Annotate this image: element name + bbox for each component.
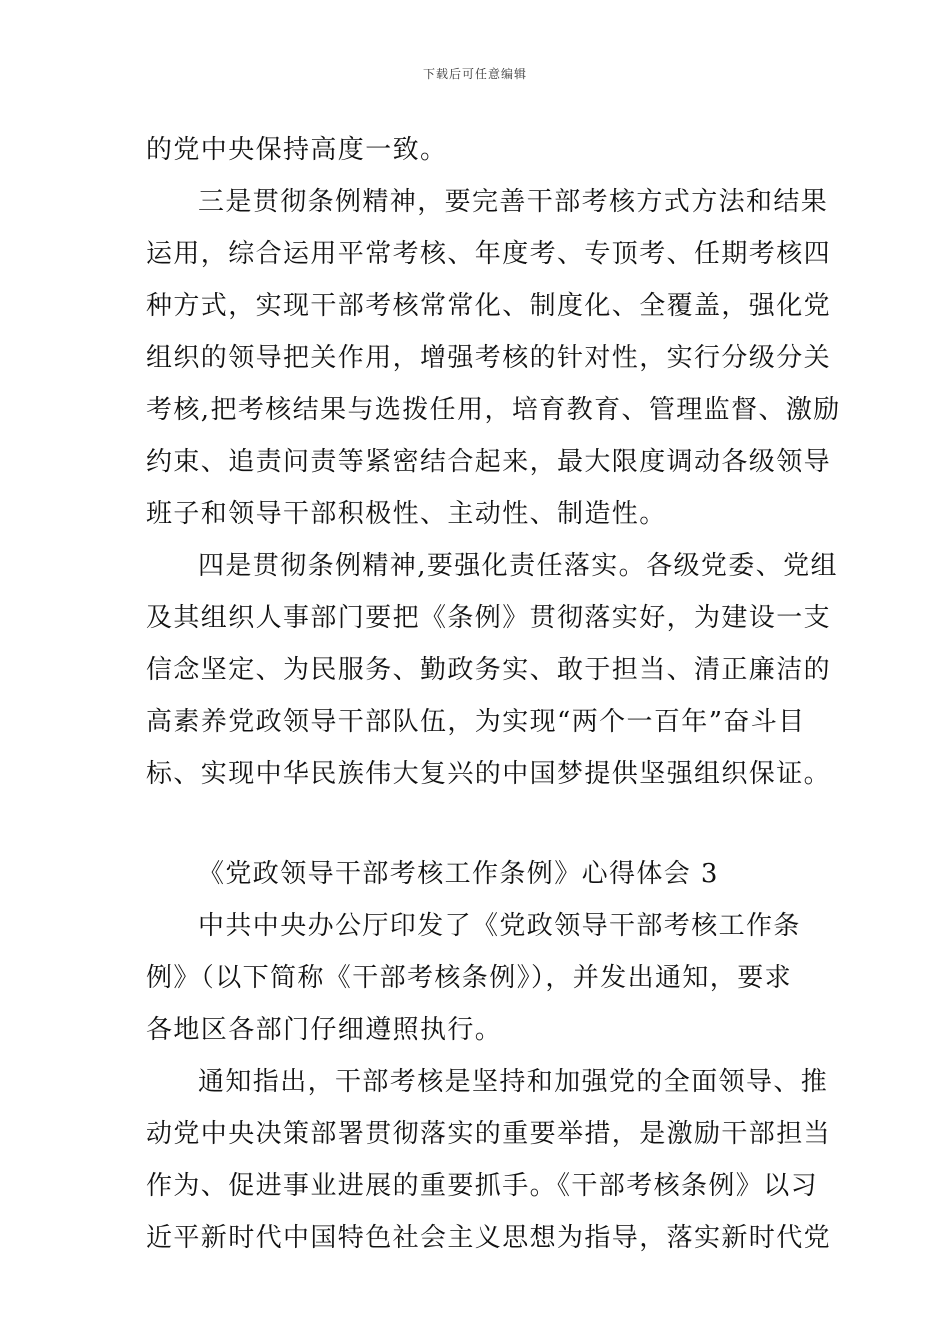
paragraph-line: 高素养党政领导干部队伍，为实现“两个一百年”奋斗目 bbox=[146, 707, 806, 737]
paragraph-line: 组织的领导把关作用，增强考核的针对性，实行分级分关 bbox=[146, 343, 832, 373]
paragraph-line: 中共中央办公厅印发了《党政领导干部考核工作条 bbox=[198, 911, 801, 941]
section-subtitle: 《党政领导干部考核工作条例》心得体会 3 bbox=[198, 859, 719, 889]
header-note: 下载后可任意编辑 bbox=[422, 67, 527, 81]
paragraph-line: 动党中央决策部署贯彻落实的重要举措，是激励干部担当 bbox=[146, 1119, 832, 1149]
paragraph-line: 例》（以下简称《干部考核条例》），并发出通知，要求 bbox=[146, 963, 793, 993]
paragraph-line: 三是贯彻条例精神，要完善干部考核方式方法和结果 bbox=[198, 187, 829, 217]
paragraph-line: 约束、追责问责等紧密结合起来，最大限度调动各级领导 bbox=[146, 447, 832, 477]
paragraph-line: 近平新时代中国特色社会主义思想为指导，落实新时代党 bbox=[146, 1223, 832, 1253]
document-body bbox=[146, 124, 841, 1264]
paragraph-line: 种方式，实现干部考核常常化、制度化、全覆盖，强化党 bbox=[146, 291, 832, 321]
section-gap bbox=[146, 800, 810, 848]
paragraph-line: 标、实现中华民族伟大复兴的中国梦提供坚强组织保证。 bbox=[146, 759, 832, 789]
paragraph-line: 四是贯彻条例精神,要强化责任落实。各级党委、党组 bbox=[198, 551, 838, 581]
paragraph-line: 的党中央保持高度一致。 bbox=[146, 135, 448, 165]
paragraph-line: 及其组织人事部门要把《条例》贯彻落实好，为建设一支 bbox=[146, 603, 832, 633]
paragraph-line: 各地区各部门仔细遵照执行。 bbox=[146, 1015, 503, 1045]
paragraph-line: 信念坚定、为民服务、勤政务实、敢于担当、清正廉洁的 bbox=[146, 655, 832, 685]
paragraph-line: 考核,把考核结果与选拨任用，培育教育、管理监督、激励 bbox=[146, 395, 841, 425]
paragraph-line: 运用，综合运用平常考核、年度考、专顶考、任期考核四 bbox=[146, 239, 832, 269]
paragraph-line: 通知指出，干部考核是坚持和加强党的全面领导、推 bbox=[198, 1067, 829, 1097]
paragraph-line: 班子和领导干部积极性、主动性、制造性。 bbox=[146, 499, 667, 529]
paragraph-line: 作为、促进事业进展的重要抓手。《干部考核条例》以习 bbox=[146, 1171, 819, 1201]
